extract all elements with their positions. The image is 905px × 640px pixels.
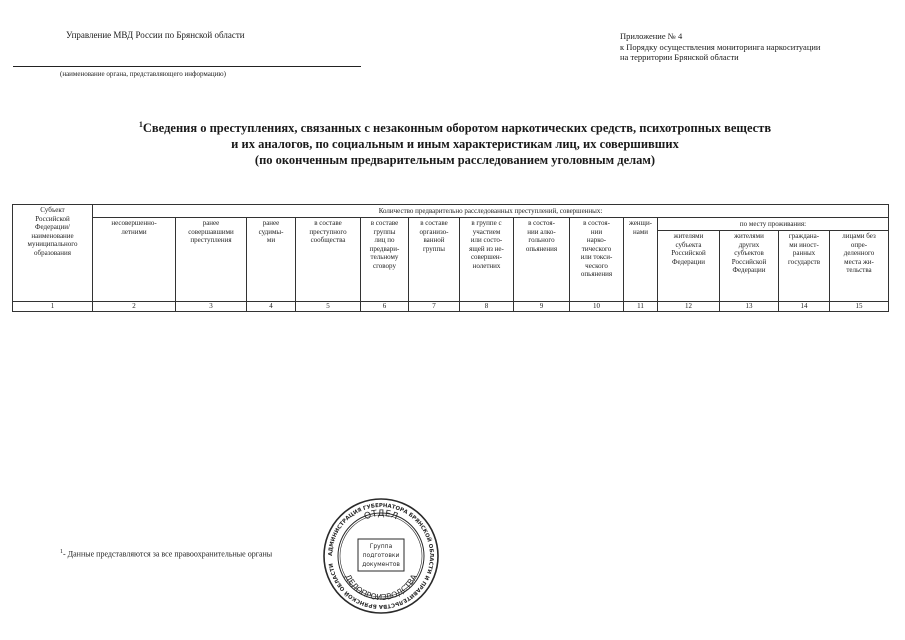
appendix-note: [620, 31, 820, 63]
header-group: Количество предварительно расследованных преступлений, совершенных:: [93, 205, 889, 218]
title-line: и их аналогов, по социальным и иным характеристикам лиц, их совершивших: [231, 137, 679, 152]
column-number: 14: [779, 302, 830, 312]
header-col-3: ранее совершавшими преступления: [176, 218, 247, 302]
column-number: 12: [658, 302, 720, 312]
title-line: (по оконченным предварительным расследованием уголовным делам): [254, 153, 656, 168]
header-col-14: граждана- ми иност- ранных государств: [779, 231, 830, 302]
header-col-5: в составе преступного сообщества: [296, 218, 361, 302]
stamp-ring-text: АДМИНИСТРАЦИЯ ГУБЕРНАТОРА БРЯНСКОЙ ОБЛАСТИ И ПРАВИТЕЛЬСТВА БРЯНСКОЙ ОБЛАСТИ: [327, 502, 435, 610]
footnote-text: - Данные представляются за все правоохранительные органы: [63, 549, 273, 559]
header-col-12: жителями субъекта Российской Федерации: [658, 231, 720, 302]
report-title: [100, 117, 810, 168]
header-col-6: в составе группы лиц по предвари- тельному сговору: [361, 218, 409, 302]
title-line: [100, 117, 810, 136]
header-col-9: в состоя- нии алко- гольного опьянения: [514, 218, 570, 302]
column-number: 13: [720, 302, 779, 312]
header-col-7: в составе организо- ванной группы: [409, 218, 460, 302]
stamp-arc-bottom: ДЕЛОПРОИЗВОДСТВА: [343, 572, 419, 603]
header-subject: Субъект Российской Федерации/ наименование муниципального образования: [13, 205, 93, 302]
appendix-line: на территории Брянской области: [620, 52, 739, 62]
column-number: 5: [296, 302, 361, 312]
column-number: 11: [624, 302, 658, 312]
column-number: 2: [93, 302, 176, 312]
column-number: 6: [361, 302, 409, 312]
footnote-mark: 1: [60, 549, 63, 555]
title-footnote-mark: 1: [138, 120, 143, 129]
svg-text:ОТДЕЛ: [363, 509, 399, 522]
header-col-2: несовершенно- летними: [93, 218, 176, 302]
title-line-text: Сведения о преступлениях, связанных с незаконным оборотом наркотических средств, психотропных веществ: [142, 121, 772, 136]
office-stamp: [322, 497, 440, 615]
organization-name: Управление МВД России по Брянской области: [66, 30, 245, 40]
header-col-10: в состоя- нии нарко- тического или токси- ческого опьянения: [570, 218, 624, 302]
header-col-8: в группе с участием или состо- ящей из не- совершен- нолетних: [460, 218, 514, 302]
organization-caption: (наименование органа, представляющего информацию): [60, 70, 226, 78]
stamp-center-line: Группа: [369, 543, 393, 550]
column-number: 1: [13, 302, 93, 312]
column-number: 3: [176, 302, 247, 312]
stamp-arc-top: ОТДЕЛ: [362, 508, 400, 523]
header-residence: по месту проживания:: [658, 218, 889, 231]
column-number: 10: [570, 302, 624, 312]
column-number: 9: [514, 302, 570, 312]
header-col-11: женщи- нами: [624, 218, 658, 302]
footnote: [60, 549, 272, 559]
column-number: 15: [830, 302, 889, 312]
stamp-center-line: подготовки: [362, 552, 400, 559]
column-number: 7: [409, 302, 460, 312]
appendix-line: к Порядку осуществления мониторинга наркоситуации: [620, 41, 821, 52]
header-col-13: жителями других субъектов Российской Федерации: [720, 231, 779, 302]
appendix-line: Приложение № 4: [620, 31, 683, 41]
header-col-4: ранее судимы- ми: [247, 218, 296, 302]
column-number: 4: [247, 302, 296, 312]
stamp-center-line: документов: [362, 561, 400, 568]
report-table: [12, 204, 889, 312]
organization-underline: [13, 66, 361, 67]
header-col-15: лицами без опре- деленного места жи- тельства: [830, 231, 889, 302]
column-number: 8: [460, 302, 514, 312]
